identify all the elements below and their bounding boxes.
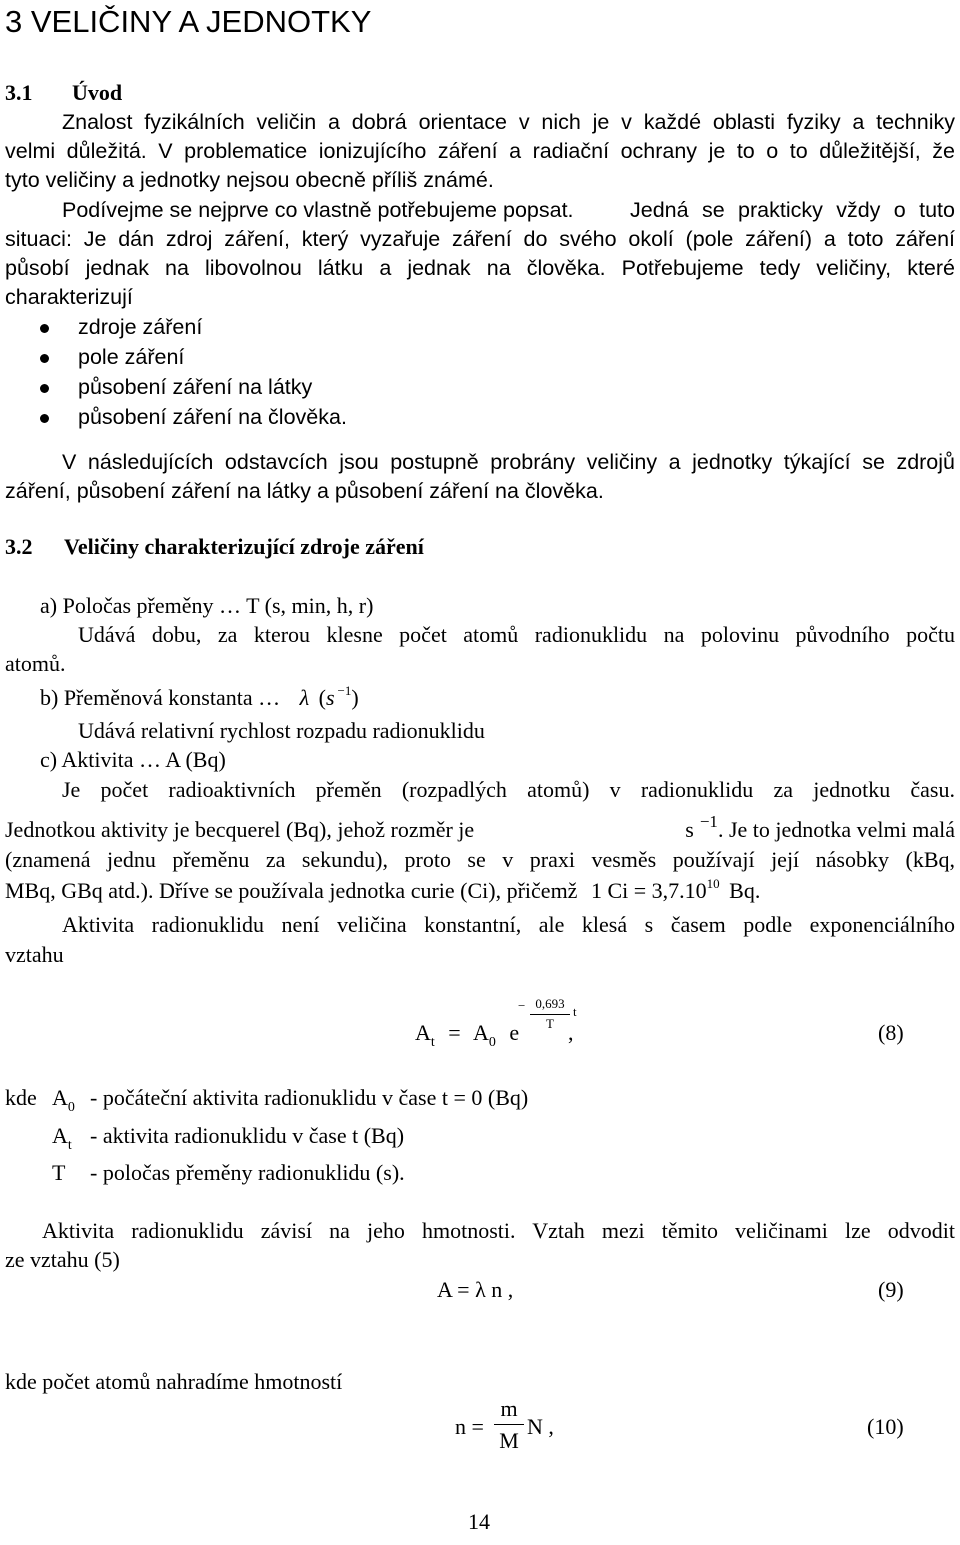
list-item: zdroje záření xyxy=(78,315,203,339)
eq8-exponent-denominator: T xyxy=(546,1016,554,1031)
bullet-icon xyxy=(40,414,49,423)
paragraph-line: V následujících odstavcích jsou postupně probrány veličiny a jednotky týkající se zdrojů xyxy=(62,450,955,474)
paragraph-line: situaci: Je dán zdroj záření, který vyzařuje záření do svého okolí (pole záření) a toto záření xyxy=(5,227,955,251)
eq10-rhs: N , xyxy=(527,1414,554,1439)
bullet-icon xyxy=(40,324,49,333)
paragraph-line: Jedná se prakticky vždy o tuto xyxy=(630,198,955,222)
paragraph-line xyxy=(5,876,760,909)
equation-number: (9) xyxy=(878,1277,904,1302)
bullet-icon xyxy=(40,384,49,393)
paragraph-text: . xyxy=(754,878,761,903)
item-c-description: Je počet radioaktivních přeměn (rozpadlých atomů) v radionuklidu za jednotku času. xyxy=(62,777,955,802)
kde-label: kde xyxy=(5,1085,37,1110)
lambda-symbol: λ xyxy=(299,685,310,710)
paragraph-line: záření, působení záření na látky a působení záření na člověka. xyxy=(5,479,604,503)
paragraph-text: MBq, GBq atd.). Dříve se používala jednotka curie (Ci), přičemž xyxy=(5,878,578,903)
eq8-exponent-t: t xyxy=(573,1004,577,1019)
definition-text: - aktivita radionuklidu v čase t (Bq) xyxy=(90,1123,405,1148)
item-a-description: atomů. xyxy=(5,651,66,676)
list-item: působení záření na člověka. xyxy=(78,405,347,429)
eq8-exponent-minus: − xyxy=(518,998,526,1013)
paragraph-line: Znalost fyzikálních veličin a dobrá orientace v nich je v každé oblasti fyziky a techniky xyxy=(62,110,955,134)
equation-8 xyxy=(415,1018,519,1052)
eq-subscript: 0 xyxy=(67,1100,75,1115)
eq8-exponent-numerator: 0,693 xyxy=(535,996,565,1011)
chapter-heading: 3 VELIČINY A JEDNOTKY xyxy=(5,4,372,39)
eq-symbol: A xyxy=(52,1085,68,1110)
paragraph-line xyxy=(5,812,955,847)
paragraph-line: Aktivita radionuklidu závisí na jeho hmotnosti. Vztah mezi těmito veličinami lze odvodit xyxy=(42,1218,955,1243)
eq-subscript: t xyxy=(67,1138,72,1153)
section-number-3-2: 3.2 xyxy=(5,534,33,559)
definition-symbol: T xyxy=(52,1160,66,1185)
paragraph-line: ze vztahu (5) xyxy=(5,1247,120,1272)
list-item: pole záření xyxy=(78,345,185,369)
item-b-label: b) Přeměnová konstanta … λ (s $^{-1}$) xyxy=(40,683,359,710)
list-item: působení záření na látky xyxy=(78,375,313,399)
eq-symbol: e xyxy=(509,1020,520,1045)
item-a-label: a) Poločas přeměny … T (s, min, h, r) xyxy=(40,593,374,618)
eq-symbol: A xyxy=(473,1020,489,1045)
paragraph-line: působí jednak na libovolnou látku a jednak na člověka. Potřebujeme tedy veličiny, které xyxy=(5,256,955,280)
unit-exponent: −1 xyxy=(337,683,352,698)
eq-sign: = xyxy=(448,1020,461,1045)
eq10-lhs: n = xyxy=(455,1414,484,1439)
curie-equation: 1 Ci = 3,7.10 xyxy=(590,878,707,903)
unit-bq: Bq xyxy=(729,878,755,903)
eq10-numerator: m xyxy=(500,1396,518,1421)
paragraph-line: kde počet atomů nahradíme hmotností xyxy=(5,1369,343,1394)
item-c-label: c) Aktivita … A (Bq) xyxy=(40,747,226,772)
eq-symbol: A xyxy=(52,1123,68,1148)
eq8-comma: , xyxy=(568,1020,574,1045)
section-title-3-2: Veličiny charakterizující zdroje záření xyxy=(64,534,424,559)
paragraph-text: . Je to jednotka velmi malá xyxy=(717,817,955,842)
definition-symbol xyxy=(52,1121,72,1155)
exponent: 10 xyxy=(706,876,720,891)
paragraph-line: charakterizují xyxy=(5,285,133,309)
paragraph-line: velmi důležitá. V problematice ionizujícího záření a radiační ochrany je to o to důležitější, že xyxy=(5,139,955,163)
paragraph-line: tyto veličiny a jednotky nejsou obecně příliš známé. xyxy=(5,168,494,192)
unit-s: s xyxy=(325,685,335,710)
equation-number: (10) xyxy=(867,1414,904,1439)
paragraph-line: Podívejme se nejprve co vlastně potřebujeme popsat. xyxy=(62,198,574,222)
item-b-description: Udává relativní rychlost rozpadu radionuklidu xyxy=(78,718,485,743)
unit-exponent: −1 xyxy=(699,812,718,831)
item-a-description: Udává dobu, za kterou klesne počet atomů radionuklidu na polovinu původního počtu xyxy=(78,622,955,647)
section-title-3-1: Úvod xyxy=(72,80,123,105)
definition-text: - počáteční aktivita radionuklidu v čase t = 0 (Bq) xyxy=(90,1085,529,1110)
definition-text: - poločas přeměny radionuklidu (s). xyxy=(90,1160,405,1185)
item-b-text: b) Přeměnová konstanta … xyxy=(40,685,281,710)
fraction-bar xyxy=(494,1424,524,1425)
eq10-denominator: M xyxy=(499,1428,519,1453)
definition-symbol xyxy=(52,1083,75,1117)
unit-s: s xyxy=(685,817,694,842)
bullet-icon xyxy=(40,354,49,363)
paragraph-line: Aktivita radionuklidu není veličina konstantní, ale klesá s časem podle exponenciálního xyxy=(62,912,955,937)
eq-subscript: 0 xyxy=(488,1035,496,1050)
equation-number: (8) xyxy=(878,1020,904,1045)
page-number: 14 xyxy=(468,1509,490,1534)
fraction-bar xyxy=(530,1014,570,1015)
eq-symbol: A xyxy=(415,1020,431,1045)
paragraph-line: (znamená jednu přeměnu za sekundu), proto se v praxi vesměs používají její násobky (kBq, xyxy=(5,847,955,872)
section-number-3-1: 3.1 xyxy=(5,80,33,105)
paragraph-text: Jednotkou aktivity je becquerel (Bq), jehož rozměr je xyxy=(5,817,475,842)
equation-9: A = λ n , xyxy=(437,1277,514,1302)
eq-subscript: t xyxy=(430,1035,435,1050)
paragraph-line: vztahu xyxy=(5,942,64,967)
